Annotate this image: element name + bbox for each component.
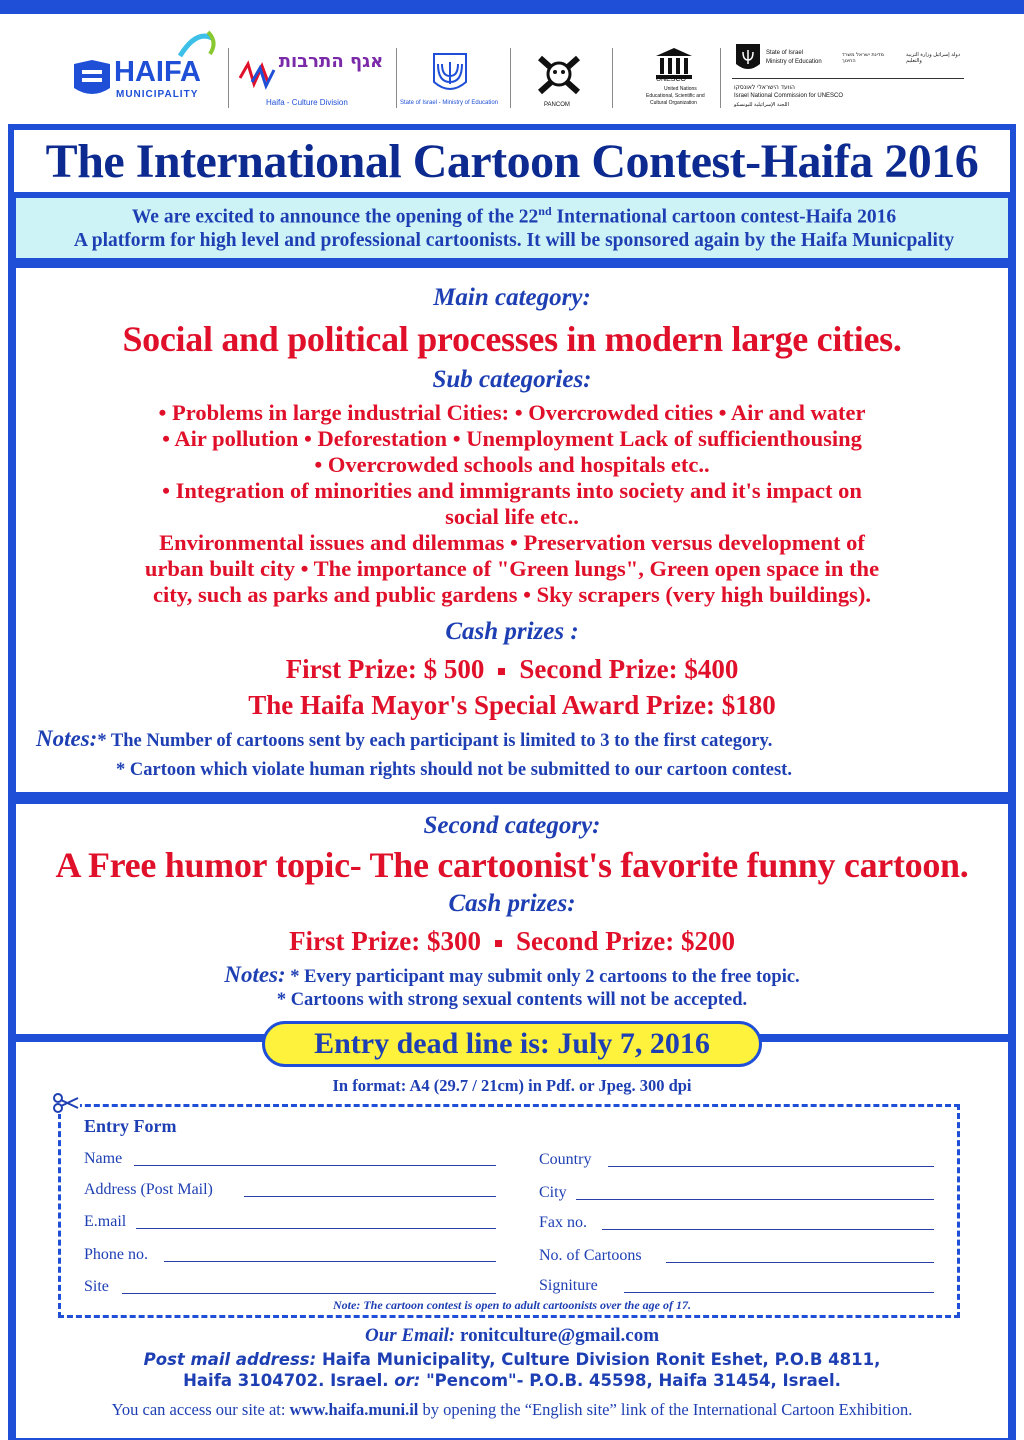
scissors-icon bbox=[52, 1092, 80, 1114]
second-prizes-row bbox=[16, 926, 1008, 957]
post-address-line-2 bbox=[0, 1371, 1024, 1390]
sub-categories-heading: Sub categories: bbox=[432, 366, 592, 393]
email-label: Our Email: bbox=[364, 1325, 456, 1346]
culture-sub: Haifa - Culture Division bbox=[266, 98, 348, 107]
commission-he: הוועד הישראלי לאונסקו bbox=[734, 84, 795, 91]
first-prize: First Prize: $ 500 bbox=[285, 654, 485, 684]
second-category-heading: Second category: bbox=[423, 812, 601, 839]
second-cash-prizes-heading: Cash prizes: bbox=[448, 890, 576, 917]
intro-line-1-sup: nd bbox=[538, 204, 552, 218]
site-line bbox=[0, 1400, 1024, 1420]
main-category-panel bbox=[14, 266, 1010, 794]
ministry-education-logo bbox=[400, 26, 500, 118]
post-address-2a: Haifa 3104702. Israel. bbox=[183, 1371, 389, 1390]
commission-divider bbox=[732, 78, 964, 79]
address-field[interactable] bbox=[244, 1196, 496, 1197]
cartoons-count-label: No. of Cartoons bbox=[539, 1247, 642, 1264]
name-field[interactable] bbox=[134, 1165, 496, 1166]
site-url[interactable]: www.haifa.muni.il bbox=[289, 1400, 419, 1419]
second-category-panel bbox=[14, 802, 1010, 1036]
unesco-logo bbox=[616, 26, 716, 118]
main-prizes-row bbox=[16, 654, 1008, 685]
sub-category-line: • Overcrowded schools and hospitals etc.. bbox=[314, 452, 710, 477]
city-label: City bbox=[539, 1184, 567, 1201]
cash-prizes-heading: Cash prizes : bbox=[445, 618, 579, 645]
sub-category-line: • Integration of minorities and immigrants into society and it's impact on bbox=[162, 478, 862, 503]
title-box bbox=[14, 130, 1010, 192]
logo-separator bbox=[510, 48, 511, 108]
intro-line-1-pre: We are excited to announce the opening of the 22 bbox=[131, 206, 539, 228]
notes-label: Notes: bbox=[224, 962, 286, 987]
post-label: Post mail address: bbox=[143, 1350, 317, 1369]
main-category-title: Social and political processes in modern large cities. bbox=[122, 319, 902, 359]
sub-category-line: city, such as parks and public gardens • Sky scrapers (very high buildings). bbox=[152, 582, 872, 607]
logo-separator bbox=[720, 48, 721, 108]
unesco-name: UNESCO bbox=[656, 76, 686, 83]
country-field[interactable] bbox=[608, 1166, 934, 1167]
email-field[interactable] bbox=[136, 1228, 496, 1229]
moe-he: מדינת ישראל משרד החינוך bbox=[842, 52, 884, 64]
second-category-title: A Free humor topic- The cartoonist's favorite funny cartoon. bbox=[55, 845, 969, 885]
phone-field[interactable] bbox=[164, 1261, 496, 1262]
post-address-1: Haifa Municipality, Culture Division Ronit Eshet, P.O.B 4811, bbox=[321, 1350, 881, 1369]
sub-category-line: Environmental issues and dilemmas • Preservation versus development of bbox=[159, 530, 865, 555]
commission-en: Israel National Commission for UNESCO bbox=[734, 93, 844, 99]
culture-division-logo bbox=[238, 26, 388, 118]
unesco-sub-1: United Nations bbox=[664, 86, 697, 92]
culture-hebrew: אגף התרבות bbox=[278, 51, 384, 72]
intro-box bbox=[14, 196, 1010, 260]
main-category-heading: Main category: bbox=[433, 284, 591, 311]
pencom-emblem-icon bbox=[534, 50, 584, 100]
moe-en-2: Ministry of Education bbox=[766, 59, 822, 65]
site-suffix: by opening the “English site” link of the International Cartoon Exhibition. bbox=[418, 1400, 913, 1419]
education-sub: State of Israel - Ministry of Education bbox=[400, 100, 499, 106]
top-color-bar bbox=[0, 0, 1024, 14]
cartoons-count-field[interactable] bbox=[666, 1262, 934, 1263]
site-label: Site bbox=[84, 1278, 109, 1295]
entry-form bbox=[58, 1104, 960, 1318]
email-label: E.mail bbox=[84, 1213, 127, 1230]
second-prize: Second Prize: $200 bbox=[515, 926, 735, 956]
sub-category-line: • Problems in large industrial Cities: • Overcrowded cities • Air and water bbox=[158, 400, 866, 425]
site-field[interactable] bbox=[122, 1293, 496, 1294]
page-title: The International Cartoon Contest-Haifa 2016 bbox=[45, 135, 979, 188]
form-note: Note: The cartoon contest is open to adult cartoonists over the age of 17. bbox=[333, 1298, 691, 1312]
sub-category-line: urban built city • The importance of "Green lungs", Green open space in the bbox=[144, 556, 880, 581]
haifa-sub: MUNICIPALITY bbox=[116, 89, 199, 100]
city-field[interactable] bbox=[576, 1199, 934, 1200]
unesco-sub-3: Cultural Organization bbox=[650, 100, 697, 106]
logo-separator bbox=[228, 48, 229, 108]
site-prefix: You can access our site at: bbox=[111, 1400, 286, 1419]
bullet-square-icon bbox=[498, 668, 505, 675]
mayor-prize: The Haifa Mayor's Special Award Prize: $180 bbox=[248, 690, 776, 720]
unesco-sub-2: Educational, Scientific and bbox=[646, 93, 705, 99]
moe-en-1: State of Israel bbox=[766, 50, 804, 56]
main-notes bbox=[36, 726, 772, 752]
fax-field[interactable] bbox=[602, 1229, 934, 1230]
intro-line-1-post: International cartoon contest-Haifa 2016 bbox=[551, 206, 897, 228]
country-label: Country bbox=[539, 1151, 592, 1168]
pencom-sub: PANCOM bbox=[544, 102, 570, 108]
haifa-municipality-logo bbox=[70, 26, 220, 118]
second-notes bbox=[16, 962, 1008, 988]
address-label: Address (Post Mail) bbox=[84, 1181, 213, 1198]
note-1: * The Number of cartoons sent by each participant is limited to 3 to the first category. bbox=[97, 731, 773, 751]
email-address[interactable]: ronitculture@gmail.com bbox=[460, 1325, 660, 1346]
intro-line-2: A platform for high level and professional cartoonists. It will be sponsored again by the Haifa Municpality bbox=[73, 230, 955, 251]
post-address-line-1 bbox=[0, 1350, 1024, 1369]
second-prize: Second Prize: $400 bbox=[519, 654, 739, 684]
haifa-name: HAIFA bbox=[114, 56, 201, 88]
note-1: * Every participant may submit only 2 cartoons to the free topic. bbox=[285, 967, 800, 987]
menorah-emblem-icon bbox=[430, 52, 470, 96]
sub-category-line: • Air pollution • Deforestation • Unemployment Lack of sufficienthousing bbox=[162, 426, 862, 451]
signature-label: Signiture bbox=[539, 1277, 598, 1294]
bullet-square-icon bbox=[495, 940, 502, 947]
logo-separator bbox=[612, 48, 613, 108]
format-text: In format: A4 (29.7 / 21cm) in Pdf. or Jpeg. 300 dpi bbox=[332, 1076, 692, 1095]
post-or: or: bbox=[394, 1371, 421, 1390]
post-address-2b: "Pencom"- P.O.B. 45598, Haifa 31454, Israel. bbox=[426, 1371, 841, 1390]
state-emblem-icon bbox=[734, 42, 762, 72]
moe-ar: دولة إسرائيل وزارة التربية والتعليم bbox=[906, 52, 961, 64]
commission-ar: اللجنة الإسرائيلية لليونسكو bbox=[734, 102, 789, 108]
phone-label: Phone no. bbox=[84, 1246, 148, 1263]
signature-field[interactable] bbox=[624, 1292, 934, 1293]
pencom-logo bbox=[530, 26, 590, 118]
sub-category-line: social life etc.. bbox=[445, 504, 579, 529]
name-label: Name bbox=[84, 1150, 123, 1167]
note-2: * Cartoons with strong sexual contents will not be accepted. bbox=[276, 990, 748, 1010]
entry-form-title: Entry Form bbox=[84, 1116, 177, 1136]
email-line bbox=[0, 1325, 1024, 1347]
note-2: * Cartoon which violate human rights should not be submitted to our cartoon contest. bbox=[116, 760, 792, 780]
first-prize: First Prize: $300 bbox=[289, 926, 481, 956]
intro-line-1 bbox=[16, 204, 1012, 229]
deadline-badge: Entry dead line is: July 7, 2016 bbox=[262, 1021, 762, 1067]
state-israel-logo bbox=[728, 26, 978, 118]
unesco-temple-icon bbox=[654, 46, 694, 80]
notes-label: Notes: bbox=[36, 726, 98, 751]
logo-strip bbox=[60, 26, 980, 118]
fax-label: Fax no. bbox=[539, 1214, 587, 1231]
logo-separator bbox=[396, 48, 397, 108]
